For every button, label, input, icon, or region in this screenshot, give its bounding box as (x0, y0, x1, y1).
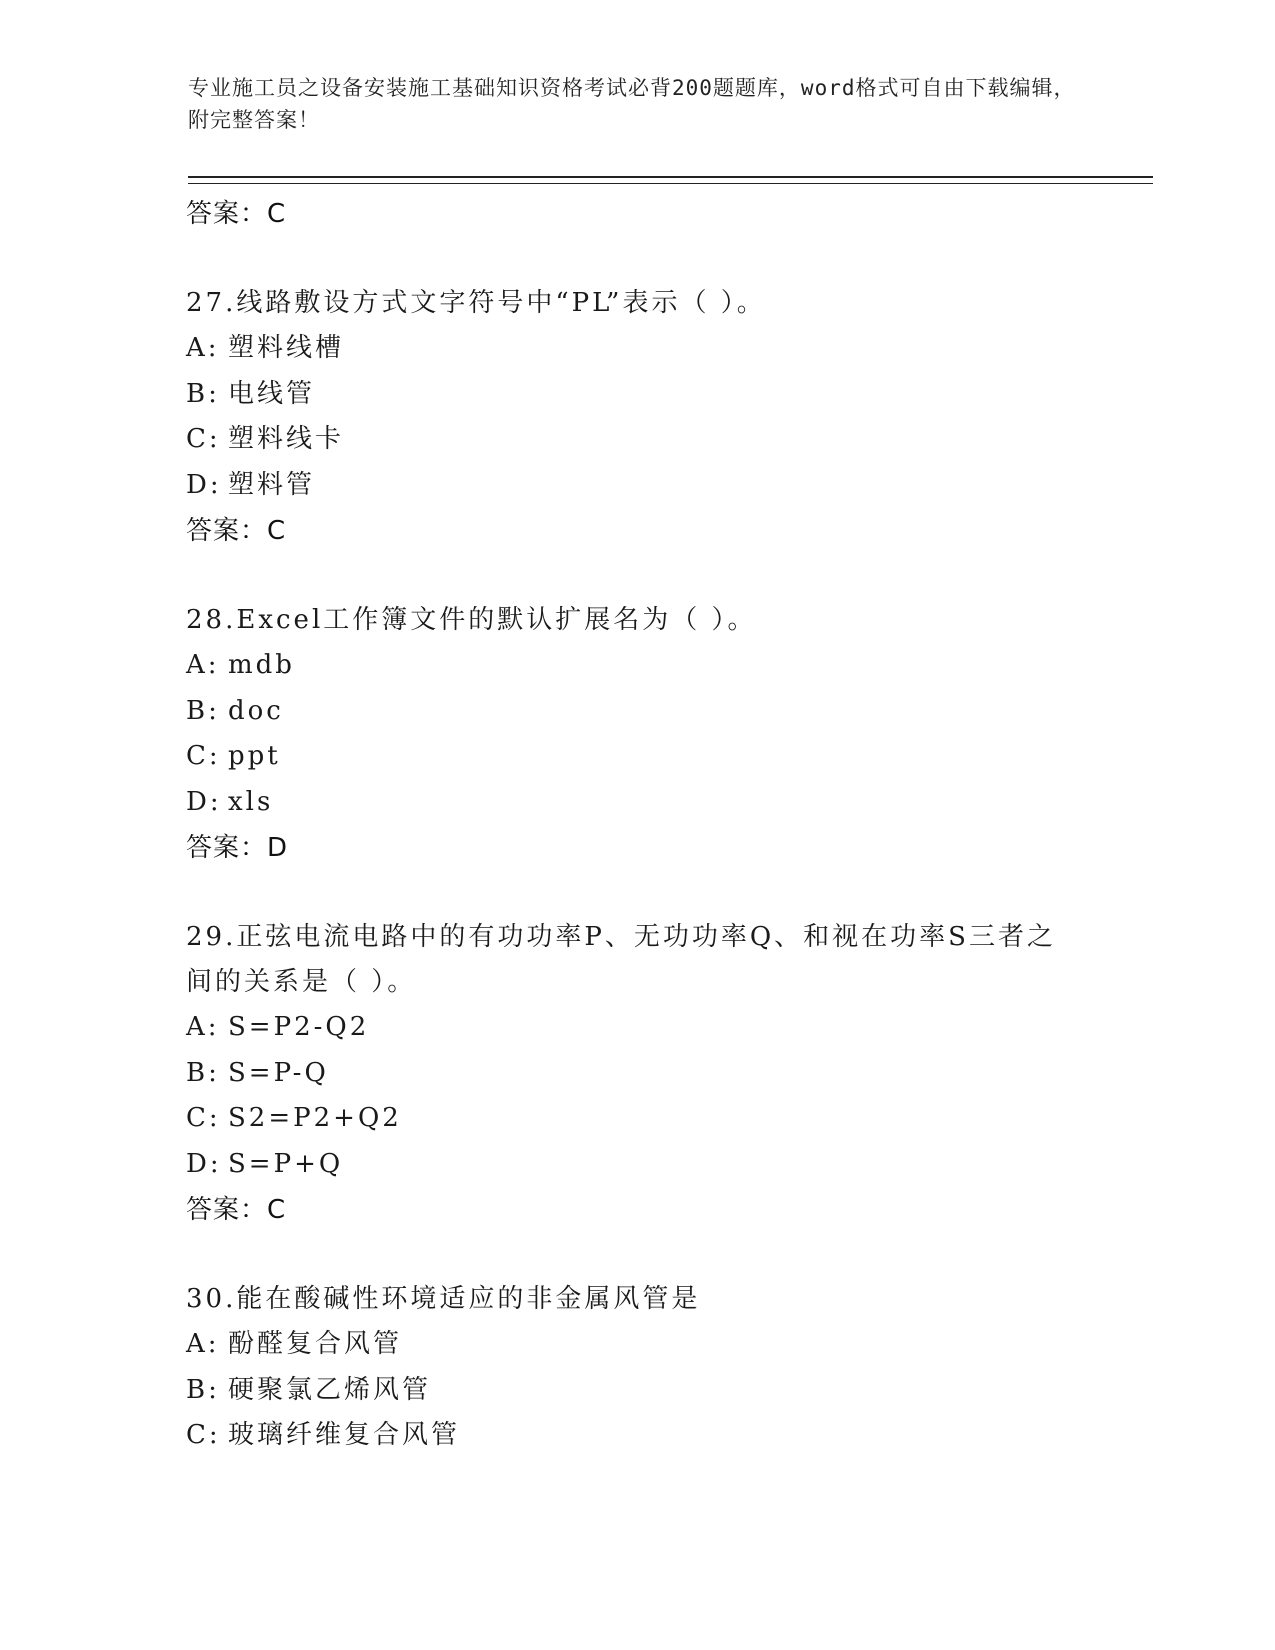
option-key: B: (186, 1374, 220, 1405)
page-header: 专业施工员之设备安装施工基础知识资格考试必背200题题库，word格式可自由下载编辑，附完整答案！ (188, 76, 1076, 132)
document-body (186, 191, 1146, 1459)
option-d (186, 1142, 1146, 1188)
option-key: C: (186, 1420, 221, 1450)
answer-line: 答案：C (186, 516, 287, 546)
question-stem: 28.Excel工作簿文件的默认扩展名为（ ）。 (186, 605, 757, 635)
option-key: A: (186, 1329, 220, 1359)
option-key: A: (186, 650, 220, 680)
option-key: B: (186, 378, 220, 409)
question-block-29 (186, 915, 1146, 1233)
spacer (186, 554, 1146, 598)
option-text: S=P2-Q2 (228, 1012, 370, 1042)
option-b (186, 689, 1146, 735)
option-c (186, 1413, 1146, 1459)
option-b (186, 372, 1146, 418)
option-a (186, 326, 1146, 372)
option-text: xls (228, 786, 274, 817)
spacer (186, 1233, 1146, 1277)
option-c (186, 1096, 1146, 1142)
option-c (186, 417, 1146, 463)
option-text: 塑料管 (228, 469, 316, 500)
option-key: C: (186, 741, 221, 771)
option-key: C: (186, 1103, 221, 1133)
question-stem: 27.线路敷设方式文字符号中“PL”表示（ ）。 (186, 288, 766, 318)
option-key: A: (186, 333, 220, 363)
option-key: C: (186, 424, 221, 454)
option-a (186, 643, 1146, 689)
question-stem: 30.能在酸碱性环境适应的非金属风管是 (186, 1284, 701, 1314)
option-text: 塑料线卡 (228, 424, 345, 454)
option-text: S=P-Q (228, 1057, 329, 1088)
option-c (186, 734, 1146, 780)
spacer (186, 237, 1146, 281)
option-text: 玻璃纤维复合风管 (228, 1420, 461, 1450)
question-block-30 (186, 1277, 1146, 1459)
option-text: S=P+Q (228, 1148, 344, 1179)
option-d (186, 780, 1146, 826)
question-block-27 (186, 281, 1146, 554)
answer-line: 答案：C (186, 1195, 287, 1225)
option-a (186, 1322, 1146, 1368)
option-key: D: (186, 786, 222, 817)
option-text: S2=P2+Q2 (228, 1103, 402, 1133)
option-key: A: (186, 1012, 220, 1042)
option-key: B: (186, 1057, 220, 1088)
option-b (186, 1368, 1146, 1414)
question-block-28 (186, 598, 1146, 871)
option-text: 塑料线槽 (228, 333, 345, 363)
option-text: 酚醛复合风管 (228, 1329, 403, 1359)
option-text: 电线管 (228, 378, 316, 409)
option-d (186, 463, 1146, 509)
option-key: D: (186, 1148, 222, 1179)
answer-line: 答案：D (186, 833, 289, 863)
option-text: mdb (228, 650, 295, 680)
option-a (186, 1005, 1146, 1051)
option-key: B: (186, 695, 220, 726)
option-key: D: (186, 469, 222, 500)
option-text: ppt (228, 741, 281, 771)
spacer (186, 871, 1146, 915)
question-stem: 29.正弦电流电路中的有功功率P、无功功率Q、和视在功率S三者之间的关系是（ ）。 (186, 922, 1056, 997)
option-text: doc (228, 695, 284, 726)
option-text: 硬聚氯乙烯风管 (228, 1374, 432, 1405)
header-divider (188, 176, 1153, 184)
option-b (186, 1051, 1146, 1097)
answer-line: 答案：C (186, 199, 287, 229)
